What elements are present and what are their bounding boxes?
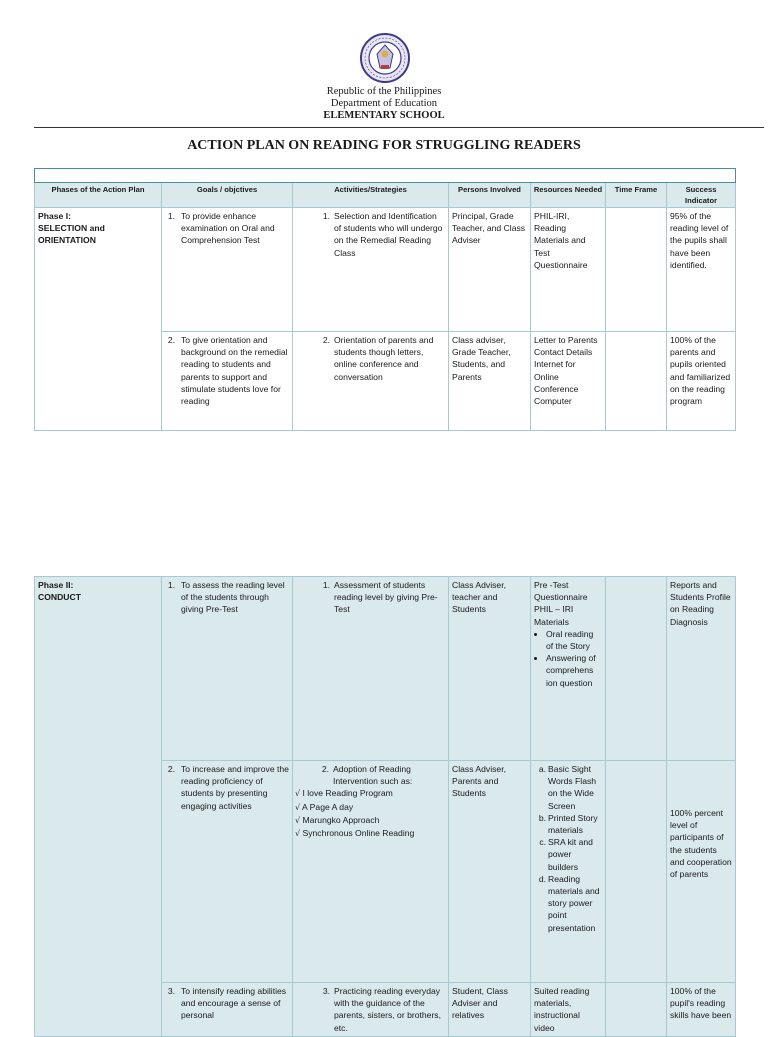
check-icon: √	[295, 789, 301, 799]
list-item: d. Reading materials and story power point presentation	[538, 873, 600, 933]
program-item: √ A Page A day	[295, 801, 354, 812]
column-header: Time Frame	[606, 183, 667, 208]
goal-cell	[162, 208, 293, 332]
letterhead	[0, 86, 768, 122]
republic-line: Republic of the Philippines	[326, 86, 442, 97]
activity-number: 2.	[322, 335, 330, 345]
activity-text: Selection and Identification of students who will undergo on the Remedial Reading Class	[334, 211, 443, 258]
check-icon: √	[295, 815, 301, 825]
table-header-band	[35, 169, 736, 183]
activity-text: Orientation of parents and students though letters, online conference and conversation	[334, 335, 434, 382]
time-frame-cell	[606, 577, 667, 761]
goal-cell	[162, 577, 293, 761]
goal-number: 3.	[167, 986, 175, 996]
success-indicator-cell: Reports and Students Profile on Reading Diagnosis	[667, 577, 736, 761]
resource-line: PHIL – IRI Materials	[534, 604, 574, 627]
success-indicator-cell: 95% of the reading level of the pupils shall have been identified.	[667, 208, 736, 332]
resources-cell: Suited reading materials, instructional video	[531, 983, 606, 1037]
resources-cell: Letter to Parents Contact Details Internet for Online Conference Computer	[531, 332, 606, 431]
activity-number: 1.	[322, 211, 330, 221]
activity-number: 3.	[322, 986, 330, 996]
persons-cell: Class Adviser, Parents and Students	[449, 761, 531, 983]
phase-label: Phase II:	[38, 580, 74, 590]
goal-number: 1.	[167, 580, 175, 590]
goal-number: 2.	[167, 764, 175, 774]
success-indicator-cell: 100% of the parents and pupils oriented and familiarized on the reading program	[667, 332, 736, 431]
resources-cell	[531, 577, 606, 761]
action-plan-table-phase-2	[34, 576, 736, 1037]
action-plan-table-phase-1	[34, 168, 736, 431]
department-line: Department of Education	[330, 98, 438, 109]
success-indicator-cell: 100% of the pupil's reading skills have been	[667, 983, 736, 1037]
persons-cell: Student, Class Adviser and relatives	[449, 983, 531, 1037]
list-item: a. Basic Sight Words Flash on the Wide Screen	[538, 764, 597, 811]
phase-name: SELECTION and	[38, 223, 105, 234]
activity-number: 1.	[322, 580, 330, 590]
check-icon: √	[295, 802, 301, 812]
check-icon: √	[295, 829, 301, 839]
goal-text: To provide enhance examination on Oral and Comprehension Test	[181, 211, 275, 246]
program-item: √ I love Reading Program	[295, 788, 393, 799]
activity-cell	[293, 208, 449, 332]
program-item: √ Marungko Approach	[295, 814, 380, 825]
resource-line: Pre -Test Questionnaire	[534, 580, 588, 603]
activity-text: Adoption of Reading Intervention such as:	[333, 764, 413, 787]
goal-cell	[162, 761, 293, 983]
resources-cell	[531, 761, 606, 983]
list-item: b. Printed Story materials	[538, 812, 598, 836]
goal-cell	[162, 983, 293, 1037]
persons-cell: Class Adviser, teacher and Students	[449, 577, 531, 761]
activity-cell	[293, 761, 449, 983]
time-frame-cell	[606, 761, 667, 983]
list-item: c. SRA kit and power builders	[539, 837, 593, 872]
resource-list	[534, 763, 602, 934]
column-header: Goals / objctives	[162, 183, 293, 208]
activity-cell	[293, 983, 449, 1037]
goal-number: 2.	[167, 335, 175, 345]
goal-text: To assess the reading level of the students through giving Pre-Test	[181, 580, 285, 615]
document-title: ACTION PLAN ON READING FOR STRUGGLING READERS	[187, 138, 581, 153]
activity-text: Assessment of students reading level by giving Pre-Test	[334, 580, 438, 615]
column-header: Resources Needed	[531, 183, 606, 208]
persons-cell: Principal, Grade Teacher, and Class Adviser	[449, 208, 531, 332]
success-indicator-cell: 100% percent level of participants of the students and cooperation of parents	[667, 761, 736, 983]
goal-text: To increase and improve the reading proficiency of students by presenting engaging activities	[181, 764, 289, 811]
header-divider	[34, 127, 764, 128]
phase-cell	[35, 208, 162, 431]
resource-bullets	[534, 628, 602, 689]
school-name: ELEMENTARY SCHOOL	[323, 110, 445, 121]
activity-text: Practicing reading everyday with the guidance of the parents, sisters, or brothers, etc.	[334, 986, 441, 1033]
goal-cell	[162, 332, 293, 431]
deped-seal-icon	[355, 32, 415, 84]
list-item: • Oral reading of the Story	[546, 628, 602, 652]
goal-number: 1.	[167, 211, 175, 221]
time-frame-cell	[606, 332, 667, 431]
time-frame-cell	[606, 983, 667, 1037]
activity-cell	[293, 577, 449, 761]
program-item: √ Synchronous Online Reading	[295, 828, 415, 839]
phase-cell	[35, 577, 162, 1037]
column-header: Activities/Strategies	[293, 183, 449, 208]
phase-name: CONDUCT	[38, 592, 81, 603]
resources-cell: PHIL-IRI, Reading Materials and Test Questionnaire	[531, 208, 606, 332]
persons-cell: Class adviser, Grade Teacher, Students, and Parents	[449, 332, 531, 431]
goal-text: To intensify reading abilities and encourage a sense of personal	[181, 986, 287, 1021]
table-row	[35, 577, 736, 761]
column-header: Persons Involved	[449, 183, 531, 208]
column-header: Phases of the Action Plan	[35, 183, 162, 208]
phase-name: ORIENTATION	[38, 235, 96, 246]
activity-number: 2.	[321, 764, 329, 774]
table-row	[35, 208, 736, 332]
column-header: Success Indicator	[667, 183, 736, 208]
phase-label: Phase I:	[38, 211, 71, 221]
list-item: • Answering of comprehens ion question	[546, 652, 602, 689]
time-frame-cell	[606, 208, 667, 332]
activity-cell	[293, 332, 449, 431]
goal-text: To give orientation and background on the remedial reading to students and parents to support and stimulate students love for reading	[181, 335, 288, 407]
